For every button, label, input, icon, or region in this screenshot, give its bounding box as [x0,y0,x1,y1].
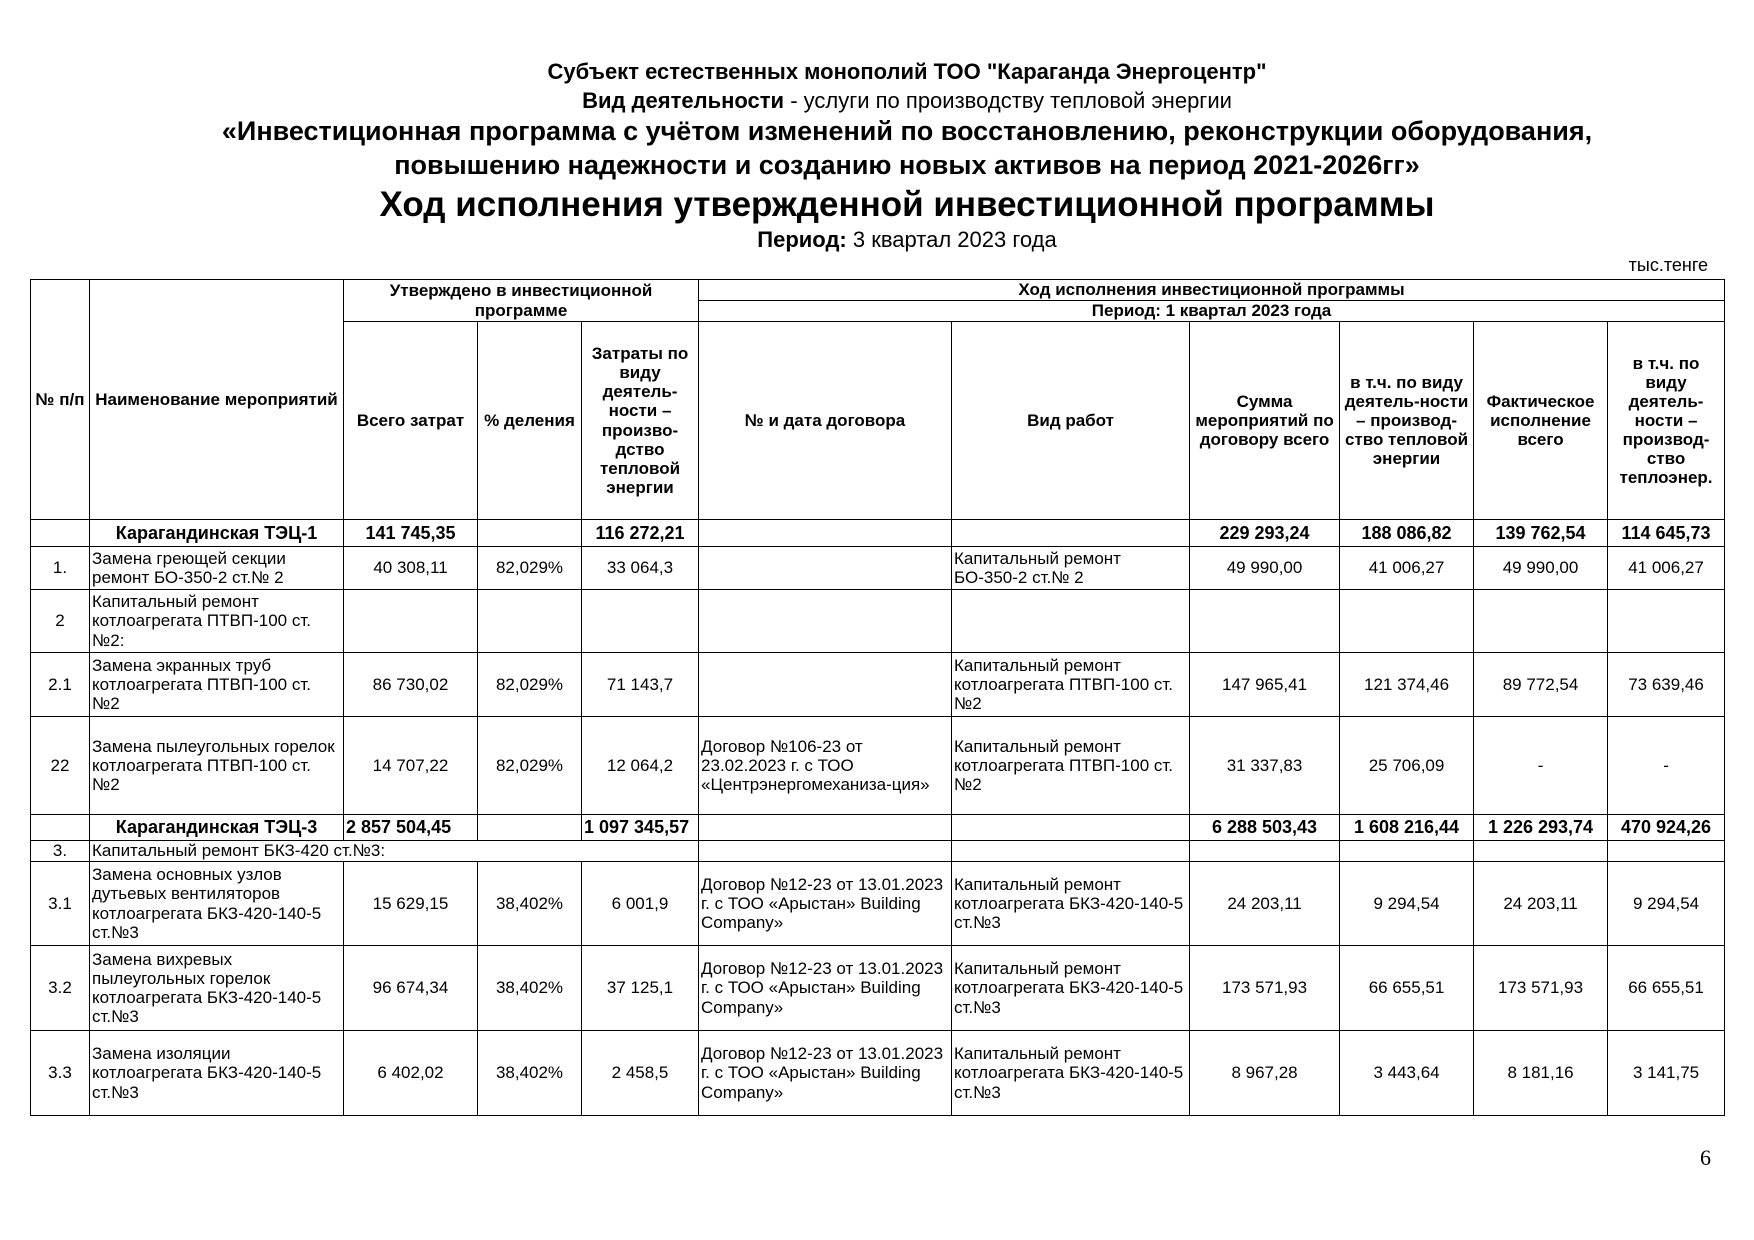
cell-sum: 8 967,28 [1190,1031,1340,1116]
cell-total: 15 629,15 [344,862,478,946]
cell-name: Замена вихревых пылеугольных горелок котлоагрегата БКЗ-420-140-5 ст.№3 [90,946,344,1031]
cell-fact-activity: 66 655,51 [1608,946,1725,1031]
header-contract-sum: Сумма мероприятий по договору всего [1190,322,1340,520]
table-row [31,862,1725,946]
cell-total: 141 745,35 [344,520,478,547]
cell-sum: 49 990,00 [1190,547,1340,590]
cell-sum-activity: 9 294,54 [1340,862,1474,946]
cell-fact-activity [1608,590,1725,653]
header-actual-total: Фактическое исполнение всего [1474,322,1608,520]
cell-sum-activity: 3 443,64 [1340,1031,1474,1116]
header-actual-activity: в т.ч. по виду деятель-ности – производ-ство теплоэнер. [1608,322,1725,520]
header-cost-activity: Затраты по виду деятель-ности – произво-дство тепловой энергии [582,322,699,520]
cell-name: Замена пылеугольных горелок котлоагрегата ПТВП-100 ст. №2 [90,717,344,815]
header-progress-group: Ход исполнения инвестиционной программы [699,280,1725,301]
table-row [31,815,1725,841]
cell-num: 1. [31,547,90,590]
cell-share [478,520,582,547]
table-row [31,1031,1725,1116]
table-row [31,547,1725,590]
cell-num: 3. [31,841,90,862]
cell-activity: 37 125,1 [582,946,699,1031]
cell-total: 40 308,11 [344,547,478,590]
cell-name: Замена греющей секции ремонт БО-350-2 ст.№ 2 [90,547,344,590]
header-share: % деления [478,322,582,520]
cell-name: Замена основных узлов дутьевых вентиляторов котлоагрегата БКЗ-420-140-5 ст.№3 [90,862,344,946]
header-work-type: Вид работ [952,322,1190,520]
cell-activity: 116 272,21 [582,520,699,547]
cell-activity: 33 064,3 [582,547,699,590]
cell-sum [1190,590,1340,653]
cell-sum: 31 337,83 [1190,717,1340,815]
cell-fact: - [1474,717,1608,815]
period-label: Период: [757,227,847,252]
cell-fact: 1 226 293,74 [1474,815,1608,841]
cell-total: 96 674,34 [344,946,478,1031]
cell-sum-activity: 121 374,46 [1340,653,1474,717]
cell-fact-activity: 73 639,46 [1608,653,1725,717]
cell-sum: 24 203,11 [1190,862,1340,946]
cell-work: Капитальный ремонт котлоагрегата ПТВП-100 ст. №2 [952,717,1190,815]
cell-num [31,520,90,547]
cell-fact-activity: 41 006,27 [1608,547,1725,590]
cell-fact-activity [1608,841,1725,862]
cell-share: 82,029% [478,653,582,717]
cell-num: 3.2 [31,946,90,1031]
cell-name: Замена изоляции котлоагрегата БКЗ-420-140-5 ст.№3 [90,1031,344,1116]
header-progress-period: Период: 1 квартал 2023 года [699,301,1725,322]
cell-contract: Договор №12-23 от 13.01.2023 г. с ТОО «Арыстан» Building Company» [699,1031,952,1116]
table-row [31,520,1725,547]
cell-sum: 6 288 503,43 [1190,815,1340,841]
cell-num: 3.3 [31,1031,90,1116]
subject-title: Субъект естественных монополий ТОО "Караганда Энергоцентр" [547,59,1267,84]
cell-name: Замена экранных труб котлоагрегата ПТВП-100 ст. №2 [90,653,344,717]
cell-work: Капитальный ремонт БО-350-2 ст.№ 2 [952,547,1190,590]
header-total-cost: Всего затрат [344,322,478,520]
cell-name: Карагандинская ТЭЦ-3 [90,815,344,841]
cell-fact [1474,841,1608,862]
cell-contract [699,547,952,590]
cell-contract [699,841,952,862]
table-row [31,717,1725,815]
cell-total [344,590,478,653]
cell-sum-activity: 41 006,27 [1340,547,1474,590]
cell-share [478,815,582,841]
program-title-line1: «Инвестиционная программа с учётом изменений по восстановлению, реконструкции оборудования, [221,116,1593,146]
table-row [31,841,1725,862]
header-name: Наименование мероприятий [90,280,344,520]
cell-fact: 49 990,00 [1474,547,1608,590]
header-contract: № и дата договора [699,322,952,520]
cell-work: Капитальный ремонт котлоагрегата БКЗ-420-140-5 ст.№3 [952,946,1190,1031]
header-num: № п/п [31,280,90,520]
cell-num: 22 [31,717,90,815]
cell-work: Капитальный ремонт котлоагрегата БКЗ-420-140-5 ст.№3 [952,862,1190,946]
cell-contract: Договор №106-23 от 23.02.2023 г. с ТОО «Центрэнергомеханиза-ция» [699,717,952,815]
header-approved-group: Утверждено в инвестиционной программе [344,280,699,322]
cell-share: 38,402% [478,1031,582,1116]
cell-num: 2 [31,590,90,653]
cell-share: 82,029% [478,547,582,590]
cell-share: 82,029% [478,717,582,815]
table-row [31,653,1725,717]
cell-sum-activity: 66 655,51 [1340,946,1474,1031]
cell-share [478,590,582,653]
cell-total: 86 730,02 [344,653,478,717]
cell-work [952,815,1190,841]
cell-name: Карагандинская ТЭЦ-1 [90,520,344,547]
cell-sum [1190,841,1340,862]
table-row [31,946,1725,1031]
table-row [31,590,1725,653]
cell-name: Капитальный ремонт котлоагрегата ПТВП-100 ст.№2: [90,590,344,653]
header-contract-activity: в т.ч. по виду деятель-ности – производ-ство тепловой энергии [1340,322,1474,520]
cell-contract [699,653,952,717]
cell-contract [699,520,952,547]
cell-share: 38,402% [478,862,582,946]
cell-total: 6 402,02 [344,1031,478,1116]
cell-fact: 89 772,54 [1474,653,1608,717]
cell-work: Капитальный ремонт котлоагрегата ПТВП-100 ст. №2 [952,653,1190,717]
page-title: Ход исполнения утвержденной инвестиционной программы [379,185,1435,224]
cell-fact [1474,590,1608,653]
cell-total: 2 857 504,45 [344,815,478,841]
units-label: тыс.тенге [1628,255,1708,275]
cell-activity: 1 097 345,57 [582,815,699,841]
activity-label: Вид деятельности [582,88,785,113]
cell-sum: 147 965,41 [1190,653,1340,717]
cell-work [952,841,1190,862]
cell-share: 38,402% [478,946,582,1031]
cell-num: 3.1 [31,862,90,946]
cell-fact: 8 181,16 [1474,1031,1608,1116]
cell-fact: 139 762,54 [1474,520,1608,547]
cell-sum: 173 571,93 [1190,946,1340,1031]
cell-activity: 2 458,5 [582,1031,699,1116]
cell-fact-activity: 9 294,54 [1608,862,1725,946]
cell-activity: 6 001,9 [582,862,699,946]
period-value: 3 квартал 2023 года [846,227,1057,252]
investment-table [30,279,1725,1116]
cell-sum-activity: 1 608 216,44 [1340,815,1474,841]
cell-sum-activity [1340,841,1474,862]
cell-contract: Договор №12-23 от 13.01.2023 г. с ТОО «Арыстан» Building Company» [699,862,952,946]
activity-line [30,88,1754,114]
cell-activity: 71 143,7 [582,653,699,717]
cell-work [952,520,1190,547]
cell-num [31,815,90,841]
cell-contract [699,815,952,841]
activity-value: - услуги по производству тепловой энергии [784,88,1232,113]
cell-name: Капитальный ремонт БКЗ-420 ст.№3: [90,841,699,862]
cell-activity [582,590,699,653]
program-title-line2: повышению надежности и созданию новых активов на период 2021-2026гг» [394,150,1420,180]
cell-contract: Договор №12-23 от 13.01.2023 г. с ТОО «Арыстан» Building Company» [699,946,952,1031]
cell-fact-activity: - [1608,717,1725,815]
cell-fact: 24 203,11 [1474,862,1608,946]
cell-work [952,590,1190,653]
cell-sum-activity: 25 706,09 [1340,717,1474,815]
cell-fact: 173 571,93 [1474,946,1608,1031]
cell-fact-activity: 470 924,26 [1608,815,1725,841]
cell-sum-activity: 188 086,82 [1340,520,1474,547]
cell-sum-activity [1340,590,1474,653]
period-line [30,227,1754,253]
cell-sum: 229 293,24 [1190,520,1340,547]
cell-contract [699,590,952,653]
cell-fact-activity: 3 141,75 [1608,1031,1725,1116]
cell-total: 14 707,22 [344,717,478,815]
cell-fact-activity: 114 645,73 [1608,520,1725,547]
cell-activity: 12 064,2 [582,717,699,815]
page-number: 6 [1700,1145,1711,1170]
cell-num: 2.1 [31,653,90,717]
cell-work: Капитальный ремонт котлоагрегата БКЗ-420-140-5 ст.№3 [952,1031,1190,1116]
